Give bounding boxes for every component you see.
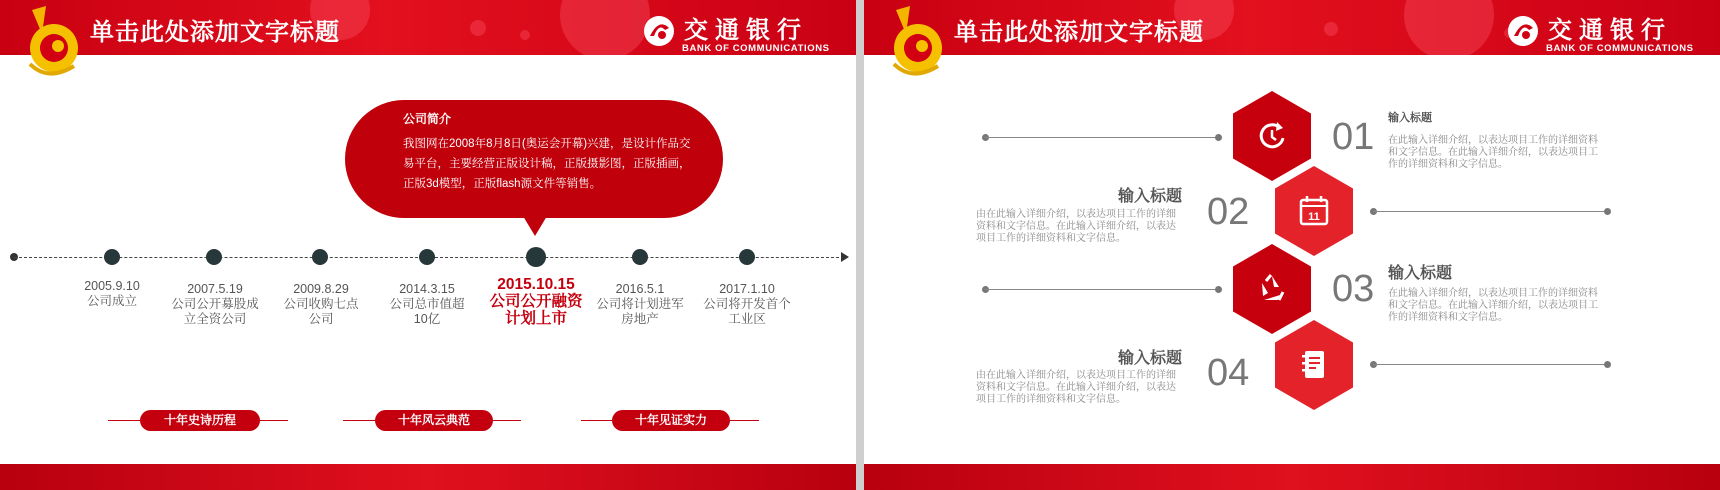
item-desc: 由在此输入详细介绍，以表达项目工作的详细资料和文字信息。在此输入详细介绍，以表达项目工作的详细资料和文字信息。: [976, 209, 1176, 244]
timeline-item: [697, 282, 797, 327]
timeline-text: 公司成立: [86, 294, 137, 308]
header-title[interactable]: 单击此处添加文字标题: [90, 19, 340, 46]
timeline-dot: [419, 249, 435, 265]
bubble-pointer: [523, 216, 547, 236]
timeline-date: 2005.9.10: [84, 279, 140, 293]
company-intro-bubble: [345, 100, 723, 218]
timeline-item-highlight: [481, 276, 591, 327]
intro-body: 我图网在2008年8月8日(奥运会开幕)兴建，是设计作品交易平台，主要经营正版设计稿，正版摄影图，正版插画，正版3d模型，正版flash源文件等销售。: [403, 138, 691, 190]
calendar-day: 11: [1308, 211, 1320, 223]
badge-strength: 十年见证实力: [612, 410, 730, 431]
refresh-icon: [1252, 116, 1292, 156]
hex-item-1: [1233, 91, 1311, 181]
hex-item-2: [1275, 166, 1353, 256]
hex-item-4: [1275, 320, 1353, 410]
hex-item-3: [1233, 244, 1311, 334]
recycle-icon: [1252, 269, 1292, 309]
timeline-text: 公司将计划进军房地产: [596, 297, 684, 326]
gold-logo-icon: [18, 4, 82, 82]
timeline-dot: [739, 249, 755, 265]
timeline-item: [271, 282, 371, 327]
connector-line: [1373, 211, 1607, 212]
connector-dot: [1215, 286, 1222, 293]
item-number: 01: [1332, 116, 1375, 158]
timeline-item: [377, 282, 477, 327]
bank-name-en: BANK OF COMMUNICATIONS: [682, 43, 830, 54]
item-title: 输入标题: [1118, 188, 1183, 205]
item-number: 03: [1332, 268, 1375, 310]
timeline-item: [62, 279, 162, 309]
connector-dot: [1215, 134, 1222, 141]
item-number: 02: [1207, 191, 1250, 233]
connector-line: [985, 289, 1221, 290]
timeline-text: 公司收购七点公司: [283, 297, 359, 326]
timeline-date: 2017.1.10: [719, 282, 775, 296]
timeline-dot: [312, 249, 328, 265]
timeline-item: [164, 282, 266, 327]
item-title: 输入标题: [1118, 350, 1183, 367]
item-desc: 在此输入详细介绍，以表达项目工作的详细资料和文字信息。在此输入详细介绍，以表达项目工作的详细资料和文字信息。: [1388, 288, 1598, 323]
timeline-date: 2007.5.19: [187, 282, 243, 296]
item-desc: 在此输入详细介绍，以表达项目工作的详细资料和文字信息。在此输入详细介绍，以表达项目工作的详细资料和文字信息。: [1388, 135, 1598, 170]
item-title: 输入标题: [1388, 265, 1453, 282]
timeline-date: 2016.5.1: [615, 282, 665, 296]
intro-title: 公司简介: [403, 112, 452, 126]
item-desc: 由在此输入详细介绍，以表达项目工作的详细资料和文字信息。在此输入详细介绍，以表达项目工作的详细资料和文字信息。: [976, 370, 1176, 405]
connector-line: [985, 137, 1221, 138]
bank-emblem-icon: [1506, 14, 1540, 48]
timeline-dot: [632, 249, 648, 265]
timeline-date: 2014.3.15: [399, 282, 455, 296]
slide-footer: [864, 464, 1720, 490]
connector-dot: [1604, 208, 1611, 215]
timeline-dot: [206, 249, 222, 265]
slide-header: [0, 0, 856, 55]
timeline-text: 公司公开募股成立全资公司: [171, 297, 259, 326]
timeline-arrow-icon: [841, 252, 849, 262]
slide-hex-list: [864, 0, 1720, 490]
gold-logo-icon: [882, 4, 946, 82]
bank-logo: [642, 10, 838, 52]
badge-model: 十年风云典范: [375, 410, 493, 431]
timeline-date: 2015.10.15: [497, 276, 575, 293]
item-title: 输入标题: [1388, 112, 1432, 124]
calendar-icon: [1294, 191, 1334, 231]
connector-line: [1373, 364, 1607, 365]
bank-logo: [1506, 10, 1702, 52]
timeline-dot-highlight: [526, 247, 546, 267]
timeline-item: [590, 282, 690, 327]
header-title[interactable]: 单击此处添加文字标题: [954, 19, 1204, 46]
item-number: 04: [1207, 352, 1250, 394]
connector-dot: [1604, 361, 1611, 368]
timeline-date: 2009.8.29: [293, 282, 349, 296]
slide-timeline: [0, 0, 856, 490]
badge-history: 十年史诗历程: [140, 410, 260, 431]
timeline-dot: [104, 249, 120, 265]
slide-header: [864, 0, 1720, 55]
bank-name-en: BANK OF COMMUNICATIONS: [1546, 43, 1694, 54]
bank-name-cn: 交通银行: [684, 15, 808, 44]
bank-emblem-icon: [642, 14, 676, 48]
slide-footer: [0, 464, 856, 490]
notebook-icon: [1294, 345, 1334, 385]
timeline-text: 公司将开发首个工业区: [703, 297, 791, 326]
timeline-text: 公司公开融资计划上市: [489, 293, 583, 327]
timeline-text: 公司总市值超10亿: [389, 297, 465, 326]
bank-name-cn: 交通银行: [1548, 15, 1672, 44]
